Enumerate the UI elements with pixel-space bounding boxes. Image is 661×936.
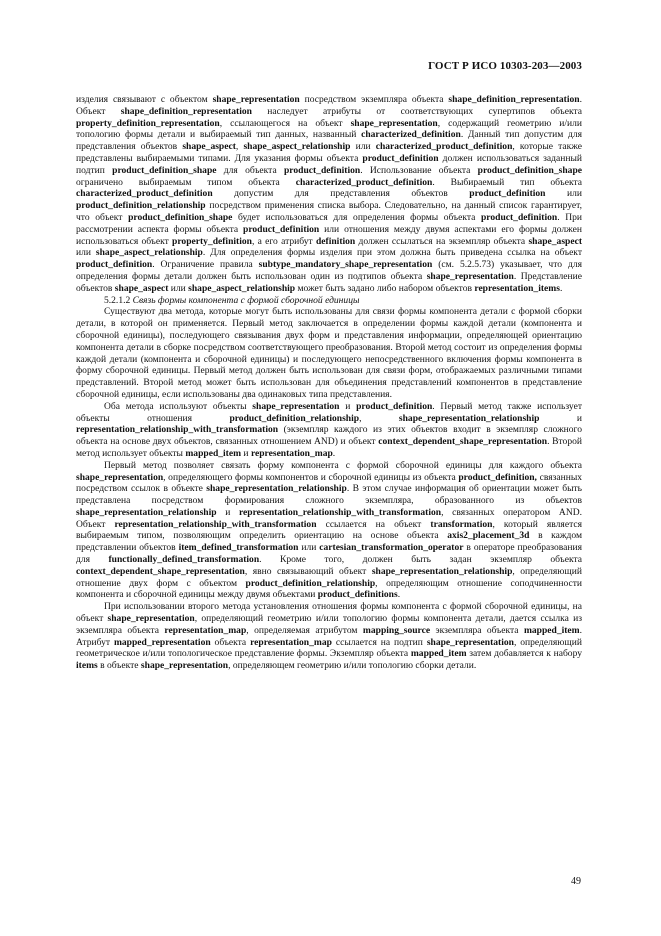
text-run: , а его атрибут [251, 235, 316, 247]
entity-name: item_defined_transformation [178, 542, 299, 554]
entity-name: mapped_item [410, 648, 467, 660]
text-run: ссылается на объект [316, 518, 431, 530]
paragraph [76, 94, 582, 295]
heading-text: Связь формы компонента с формой сборочной единицы [132, 294, 360, 306]
entity-name: shape_representation_relationship [206, 483, 347, 495]
text-run: затем добавляется к набору [466, 648, 582, 660]
entity-name: representation_items [474, 282, 560, 294]
entity-name: product_definition_shape [112, 164, 217, 176]
entity-name: shape_representation [140, 660, 229, 672]
entity-name: mapped_representation [113, 636, 211, 648]
entity-name: characterized_definition [361, 129, 461, 141]
text-run: объекта [210, 636, 251, 648]
entity-name: shape_representation [76, 471, 164, 483]
text-run: и [339, 400, 357, 412]
text-run: допустим для представления объектов [212, 188, 470, 200]
entity-name: shape_representation [107, 613, 195, 625]
text-run: 5.2.1.2 [104, 294, 133, 306]
text-run: и [539, 412, 583, 424]
entity-name: shape_representation [350, 117, 438, 129]
text-run: . Кроме того, должен быть задан экземпляр объекта [259, 554, 582, 566]
entity-name: product_definition [469, 188, 546, 200]
entity-name: shape_representation_relationship [398, 412, 540, 424]
text-run: для объекта [216, 164, 284, 176]
section-heading [76, 295, 582, 307]
entity-name: characterized_product_definition [76, 188, 213, 200]
entity-name: product_definition_shape [128, 211, 233, 223]
text-run: посредством экземпляра объекта [299, 94, 449, 105]
standard-header: ГОСТ Р ИСО 10303-203—2003 [428, 60, 582, 72]
text-run: будет использоваться для определения формы объекта [232, 211, 481, 223]
entity-name: shape_aspect_relationship [188, 282, 296, 294]
entity-name: shape_representation [212, 94, 300, 105]
entity-name: transformation [430, 518, 493, 530]
text-run: или [545, 188, 582, 200]
entity-name: items [76, 660, 98, 672]
entity-name: context_dependent_shape_representation [378, 436, 548, 448]
entity-name: product_definition [356, 400, 433, 412]
text-run: . Выбираемый тип объекта [432, 176, 582, 188]
text-run: . [559, 282, 563, 294]
text-run: . Данный тип допустим для представления объектов [76, 129, 582, 153]
entity-name: product_definition [284, 164, 361, 176]
entity-name: product_definition_relationship [245, 577, 376, 589]
text-run: (см. 5.2.5.73) указывает, что для определения формы детали должен быть использован один из подтипов объекта [76, 259, 582, 282]
entity-name: characterized_product_definition [295, 176, 433, 188]
paragraph [76, 306, 582, 400]
entity-name: product_definition [362, 152, 439, 164]
entity-name: context_dependent_shape_representation [76, 565, 245, 577]
entity-name: product_definition [481, 211, 558, 223]
entity-name: representation_relationship_with_transformation [238, 506, 442, 518]
entity-name: representation_map [250, 636, 332, 648]
text-run: или [298, 542, 320, 554]
entity-name: mapped_item [185, 447, 242, 459]
text-run: , определяемая атрибутом [246, 624, 363, 636]
text-run: , определяющим отношение соподчиненности компонента и сборочной единицы между двумя объектами [76, 577, 582, 601]
text-run: , ссылающегося на объект [219, 117, 351, 129]
text-run: . Первый метод также использует объекты отношения [76, 400, 582, 424]
entity-name: mapping_source [362, 624, 431, 636]
text-run: , определяющего формы компонентов и сборочной единицы из объекта [163, 471, 459, 483]
text-run: Первый метод позволяет связать форму компонента с формой сборочной единицы для каждого объекта [104, 459, 582, 471]
entity-name: shape_aspect_relationship [243, 141, 351, 153]
entity-name: shape_representation [426, 636, 514, 648]
entity-name: product_definition [76, 259, 153, 271]
text-run: , определяющий геометрию и/или топологию формы компонента детали, дается ссылка из экземпляра объекта [76, 613, 582, 636]
entity-name: shape_aspect [528, 235, 583, 247]
entity-name: representation_relationship_with_transformation [76, 424, 279, 436]
entity-name: characterized_product_definition [375, 141, 513, 153]
entity-name: shape_representation_relationship [76, 506, 217, 518]
paragraph [76, 460, 582, 602]
entity-name: shape_representation [426, 270, 514, 282]
text-run: , определяющий отношение двух форм с объектом [76, 565, 583, 589]
text-run: может быть задано либо набором объектов [295, 282, 475, 294]
entity-name: product_definition [243, 223, 320, 235]
entity-name: shape_definition_representation [120, 105, 252, 117]
text-run: , связанных оператором AND. Объект [76, 506, 582, 530]
text-run: или отношения между двумя аспектами его формы должен использоваться объект [76, 223, 583, 247]
entity-name: representation_relationship_with_transformation [114, 518, 317, 530]
text-run: или [168, 282, 189, 294]
text-run: , [235, 141, 244, 153]
entity-name: product_definition_relationship [76, 200, 206, 212]
text-run: и [241, 447, 251, 459]
text-run: в объекте [97, 660, 141, 672]
text-run: Существуют два метода, которые могут быть использованы для связи формы компонента детали с формой сборки детали, в которой он применяется. Первый метод заключается в определении формы каждой детали (компонента и сборочной единицы), последующего связывания двух форм и представления информации, определяющей ориентацию компонента детали в сборке посредством соответствующего преобразования. Второй метод состоит из определения формы каждой детали (компонента и сборочной единицы) и последующего непосредственного включения формы компонента в форму сборочной единицы. Первый метод должен быть использован для связи форм, отображаемых различными типами представлений. Второй метод может быть использован для объединения представлений компонентов в представление сборочной единицы, если использованы два одинаковых типа представления. [76, 306, 582, 400]
text-run: . Использование объекта [360, 164, 478, 176]
text-run: , [359, 412, 399, 424]
text-run: посредством применения списка выбора. Следовательно, на данный список гарантирует, что объект [76, 200, 582, 223]
text-run: наследует атрибуты от соответствующих супертипов объекта [251, 105, 582, 117]
text-run: . Представление объектов [76, 270, 582, 294]
text-run: . [332, 447, 336, 459]
entity-name: shape_aspect [114, 282, 169, 294]
text-run: . Объект [76, 94, 582, 117]
text-run: . В этом случае информация об ориентации может быть представлена посредством формирования сложного экземпляра, образованного из объектов [76, 483, 583, 507]
entity-name: functionally_defined_transformation [108, 554, 260, 566]
entity-name: shape_definition_representation [448, 94, 580, 105]
text-run: , содержащий геометрию и/или топологию формы детали и выбираемый тип данных, названный [76, 117, 583, 141]
entity-name: product_definitions [317, 589, 398, 601]
entity-name: shape_representation_relationship [371, 565, 513, 577]
text-run: . Для определения формы изделия при этом должна быть приведена ссылка на объект [202, 247, 582, 259]
text-run: или [76, 247, 96, 259]
text-run: Оба метода используют объекты [104, 400, 253, 412]
text-run: и [216, 506, 239, 518]
entity-name: product_definition, [458, 471, 537, 483]
text-run: . Ограничение правила [152, 259, 259, 271]
text-run: , которые также представлены выбираемыми типами. Для указания формы объекта [76, 141, 582, 164]
text-run: , явно связывающий объект [244, 565, 372, 577]
paragraph [76, 601, 582, 672]
entity-name: product_definition_relationship [229, 412, 360, 424]
text-run: , определяющий геометрическое и/или топологическое представление формы. Экземпляр объекта [76, 636, 582, 660]
text-run: в каждом представлении объектов [76, 530, 582, 554]
entity-name: axis2_placement_3d [447, 530, 530, 542]
entity-name: property_definition_representation [76, 117, 220, 129]
text-run: . При рассмотрении аспекта формы объекта [76, 211, 582, 235]
text-run: в операторе преобразования для [76, 542, 582, 566]
text-run: должен ссылаться на экземпляр объекта [355, 235, 529, 247]
entity-name: representation_map [164, 624, 247, 636]
entity-name: subtype_mandatory_shape_representation [258, 259, 433, 271]
entity-name: definition [315, 235, 356, 247]
entity-name: shape_aspect [182, 141, 236, 153]
body-text [76, 94, 582, 672]
entity-name: shape_aspect_relationship [95, 247, 203, 259]
text-run: или [350, 141, 376, 153]
text-run: , определяющем геометрию и/или топологию сборки детали. [228, 660, 477, 672]
text-run: должен использоваться заданный подтип [76, 152, 582, 176]
text-run: , который является выбираемым типом, позволяющим определить ориентацию на основе объекта [76, 518, 582, 542]
entity-name: product_definition_shape [477, 164, 582, 176]
entity-name: property_definition [172, 235, 252, 247]
text-run: связанных посредством ссылок в объекте [76, 471, 583, 495]
entity-name: shape_representation [252, 400, 340, 412]
text-run: . Атрибут [76, 624, 583, 648]
text-run: . Второй метод использует объекты [76, 436, 582, 459]
text-run: экземпляра объекта [430, 624, 524, 636]
text-run: изделия связывают с объектом [76, 94, 213, 105]
text-run: . [397, 589, 401, 601]
entity-name: mapped_item [523, 624, 580, 636]
text-run: ссылается на подтип [331, 636, 427, 648]
text-run: При использовании второго метода установления отношения формы компонента с формой сборочной единицы, на объект [76, 601, 582, 625]
paragraph [76, 401, 582, 460]
page-number: 49 [571, 876, 581, 887]
entity-name: representation_map [250, 447, 333, 459]
text-run: (экземпляр каждого из этих объектов входит в экземпляр сложного объекта на основе двух объектов, связанных отношением AND) и объект [76, 424, 582, 448]
text-run: ограничено выбираемым типом объекта [76, 176, 296, 188]
entity-name: cartesian_transformation_operator [319, 542, 464, 554]
